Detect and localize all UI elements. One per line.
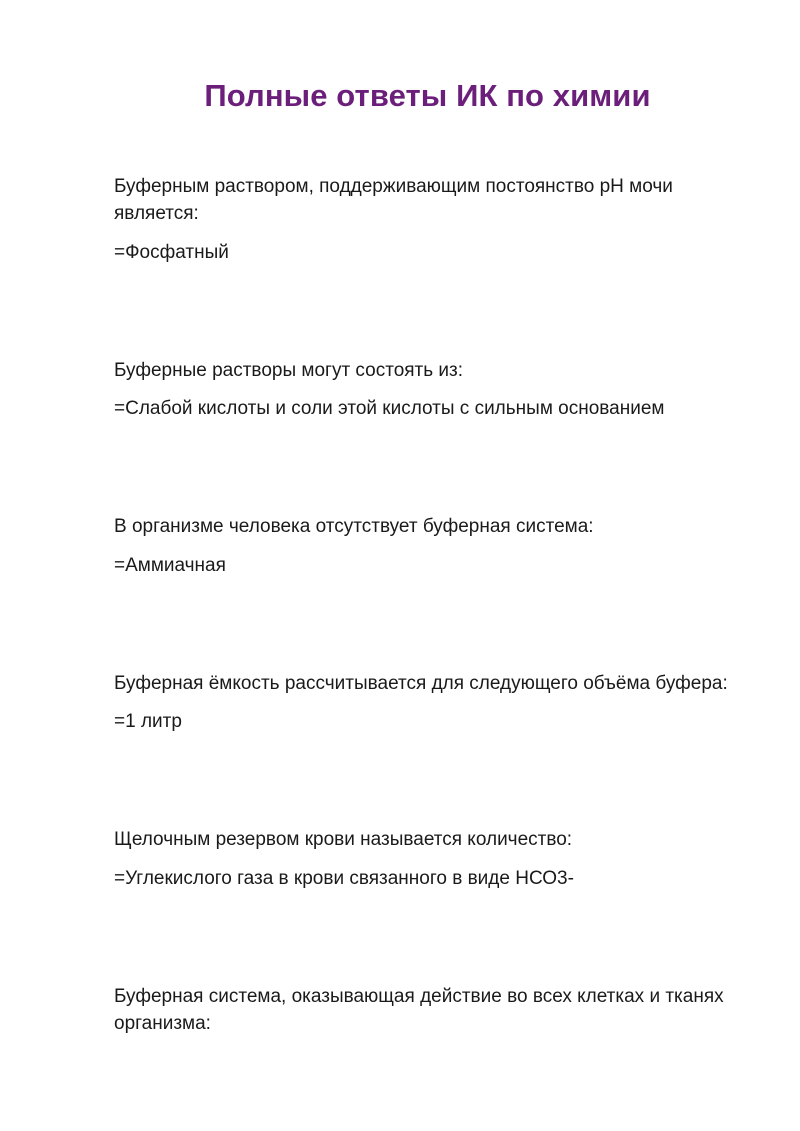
answer-5: =Углекислого газа в крови связанного в виде НСО3- [114,868,574,889]
question-5: Щелочным резервом крови называется количество: [114,829,573,850]
question-4: Буферная ёмкость рассчитывается для следующего объёма буфера: [114,673,728,694]
question-1-line-2: является: [114,203,199,224]
answer-1: =Фосфатный [114,242,229,263]
answer-2: =Слабой кислоты и соли этой кислоты с сильным основанием [114,398,665,419]
answer-4: =1 литр [114,711,182,732]
question-6-line-2: организма: [114,1013,211,1034]
question-3: В организме человека отсутствует буферная система: [114,516,594,537]
answer-3: =Аммиачная [114,555,226,576]
page-title: Полные ответы ИК по химии [204,78,651,113]
question-6-line-1: Буферная система, оказывающая действие во всех клетках и тканях [114,986,724,1007]
question-2: Буферные растворы могут состоять из: [114,360,464,381]
question-1-line-1: Буферным раствором, поддерживающим постоянство рН мочи [114,176,673,197]
